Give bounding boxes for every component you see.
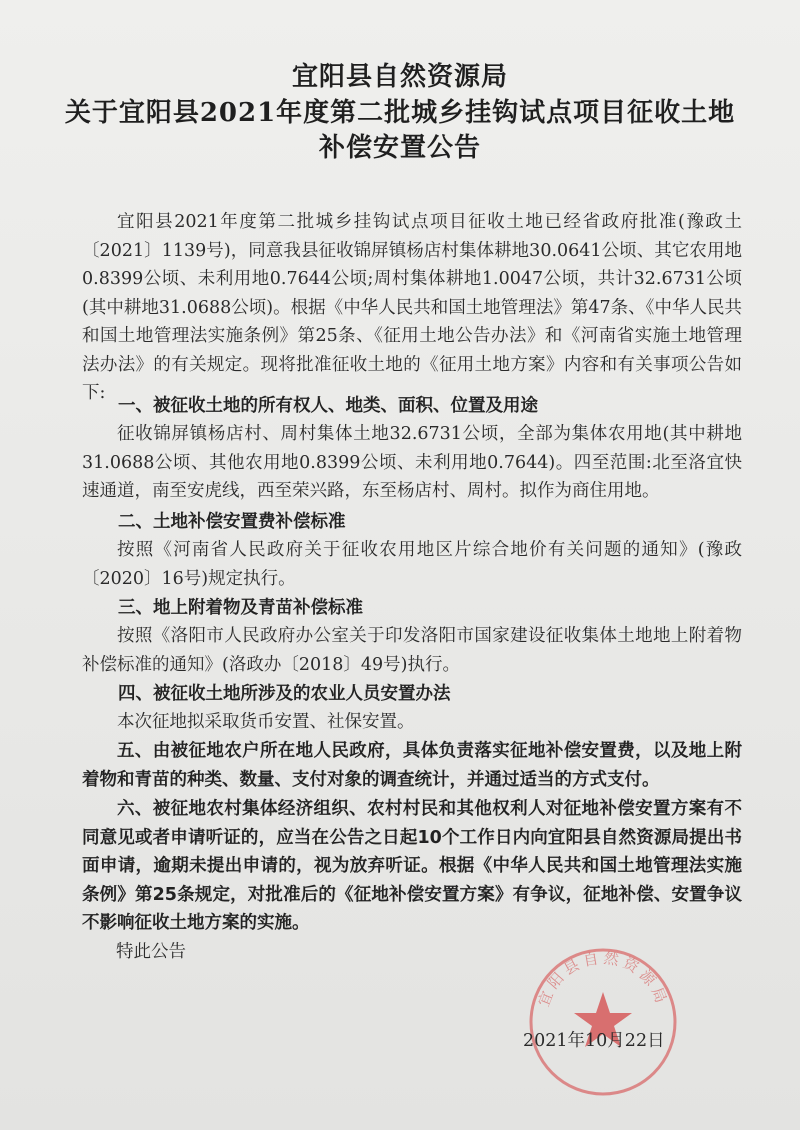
section-5-block (82, 737, 742, 794)
section-3-body: 按照《洛阳市人民政府办公室关于印发洛阳市国家建设征收集体土地地上附着物补偿标准的通知》(洛政办〔2018〕49号)执行。 (82, 626, 742, 675)
section-3-heading: 三、地上附着物及青苗补偿标准 (118, 598, 363, 618)
section-4-body: 本次征地拟采取货币安置、社保安置。 (117, 712, 415, 732)
section-3-block (82, 622, 742, 679)
title-line-3: 补偿安置公告 (318, 133, 481, 163)
section-1-block (82, 420, 742, 506)
section-6-block (82, 795, 742, 938)
intro-block (82, 208, 742, 408)
section-1-body: 征收锦屏镇杨店村、周村集体土地32.6731公顷，全部为集体农用地(其中耕地31.0688公顷、其他农用地0.8399公顷、未利用地0.7644)。四至范围:北至洛宜快速通道，南至安虎线，西至荣兴路，东至杨店村、周村。拟作为商住用地。 (82, 424, 742, 501)
issue-date: 2021年10月22日 (523, 1031, 665, 1051)
section-4-block (82, 708, 742, 737)
intro-paragraph: 宜阳县2021年度第二批城乡挂钩试点项目征收土地已经省政府批准(豫政土〔2021〕1139号)，同意我县征收锦屏镇杨店村集体耕地30.0641公顷、其它农用地0.8399公顷、未利用地0.7644公顷;周村集体耕地1.0047公顷，共计32.6731公顷(其中耕地31.0688公顷)。根据《中华人民共和国土地管理法》第47条、《中华人民共和国土地管理法实施条例》第25条、《征用土地公告办法》和《河南省实施土地管理法办法》的有关规定。现将批准征收土地的《征用土地方案》内容和有关事项公告如下: (82, 212, 742, 403)
section-2-body: 按照《河南省人民政府关于征收农用地区片综合地价有关问题的通知》(豫政〔2020〕16号)规定执行。 (82, 540, 742, 589)
section-5-text: 五、由被征地农户所在地人民政府，具体负责落实征地补偿安置费，以及地上附着物和青苗的种类、数量、支付对象的调查统计，并通过适当的方式支付。 (82, 741, 742, 790)
title-line-2: 关于宜阳县2021年度第二批城乡挂钩试点项目征收土地 (64, 98, 736, 128)
official-seal (518, 932, 688, 1102)
section-6-text: 六、被征地农村集体经济组织、农村村民和其他权利人对征地补偿安置方案有不同意见或者申请听证的，应当在公告之日起10个工作日内向宜阳县自然资源局提出书面申请，逾期未提出申请的，视为放弃听证。根据《中华人民共和国土地管理法实施条例》第25条规定，对批准后的《征地补偿安置方案》有争议，征地补偿、安置争议不影响征收土地方案的实施。 (82, 799, 742, 933)
title-line-1: 宜阳县自然资源局 (291, 62, 508, 92)
section-2-block (82, 536, 742, 593)
section-1-heading: 一、被征收土地的所有权人、地类、面积、位置及用途 (118, 396, 538, 416)
seal-text: 宜阳县自然资源局 (534, 948, 672, 1010)
closing-text: 特此公告 (116, 942, 186, 962)
section-2-heading: 二、土地补偿安置费补偿标准 (118, 512, 346, 532)
section-4-heading: 四、被征收土地所涉及的农业人员安置办法 (118, 684, 451, 704)
